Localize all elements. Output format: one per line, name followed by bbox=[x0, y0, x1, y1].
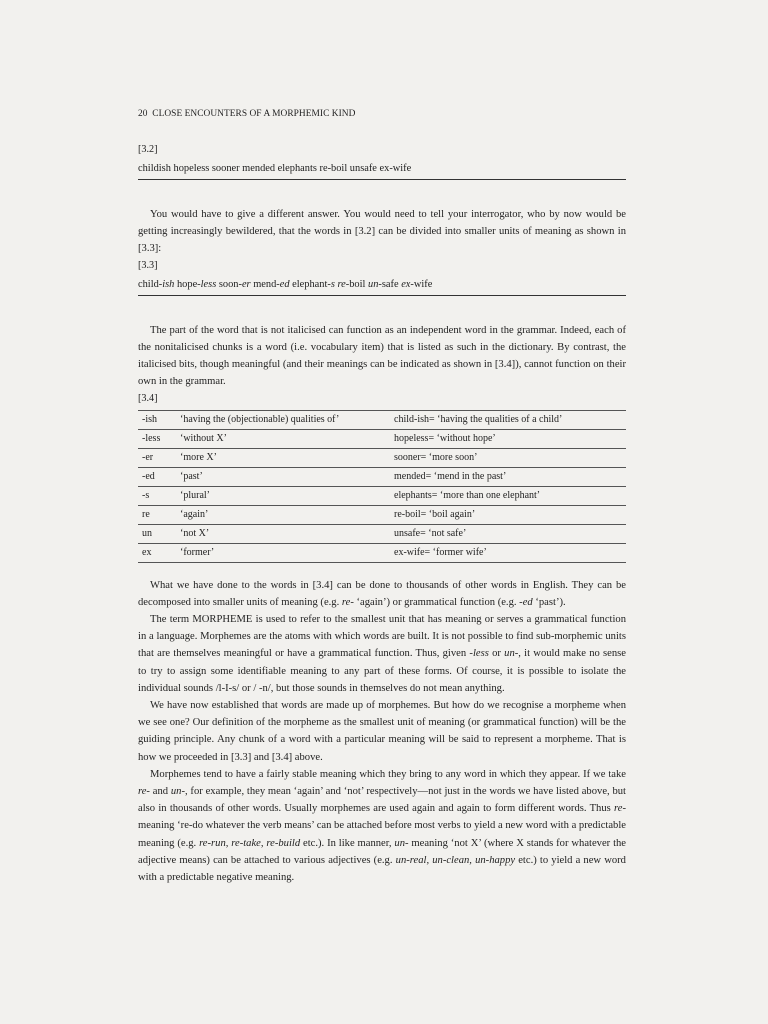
italic-segment: ex bbox=[401, 279, 411, 291]
affix-cell: ex bbox=[138, 543, 180, 562]
italic-segment: re- bbox=[138, 786, 150, 798]
italic-segment: ish bbox=[162, 279, 175, 291]
italic-segment: re- bbox=[341, 596, 354, 608]
page-number: 20 bbox=[138, 109, 148, 119]
example-cell: unsafe= ‘not safe’ bbox=[394, 524, 626, 543]
table-row bbox=[138, 524, 626, 543]
affix-cell: -er bbox=[138, 448, 180, 467]
text-segment: etc.). In like manner, bbox=[300, 837, 395, 849]
text-segment: , for example, they mean ‘again’ and ‘not’ respectively—not just in the words we have listed above, but also in thousands of other words. Usually morphemes are used again and again to form different words. Thus bbox=[138, 786, 626, 815]
affix-cell: -less bbox=[138, 429, 180, 448]
text-segment: mend- bbox=[250, 279, 280, 291]
example-cell: ex-wife= ‘former wife’ bbox=[394, 543, 626, 562]
table-row bbox=[138, 410, 626, 429]
text-segment: -boil bbox=[345, 279, 368, 291]
meaning-cell: ‘having the (objectionable) qualities of’ bbox=[180, 410, 394, 429]
chapter-title: CLOSE ENCOUNTERS OF A MORPHEMIC KIND bbox=[152, 109, 356, 119]
text-segment: or bbox=[488, 648, 505, 660]
table-row bbox=[138, 467, 626, 486]
text-segment: and bbox=[149, 786, 171, 798]
example-cell: child-ish= ‘having the qualities of a child’ bbox=[394, 410, 626, 429]
italic-segment: re- bbox=[614, 803, 626, 815]
morpheme-table bbox=[138, 410, 626, 563]
affix-cell: -ish bbox=[138, 410, 180, 429]
affix-cell: -ed bbox=[138, 467, 180, 486]
paragraph-2: The part of the word that is not italicised can function as an independent word in the grammar. Indeed, each of the nonitalicised chunks is a word (i.e. vocabulary item) that is listed as such in the dictionary. By contrast, the italicised bits, though meaningful (and their meanings can be indicated as shown in [3.4]), cannot function on their own in the grammar. bbox=[138, 324, 626, 388]
table-row bbox=[138, 486, 626, 505]
paragraph-1: You would have to give a different answer. You would need to tell your interrogator, who by now would be getting increasingly bewildered, that the words in [3.2] can be divided into smaller units of meaning as shown in [3.3]: bbox=[138, 208, 626, 255]
text-segment: ‘again’) or grammatical function (e.g. bbox=[353, 596, 520, 608]
text-segment: child- bbox=[138, 279, 163, 291]
italic-segment: less bbox=[200, 279, 217, 291]
italic-segment: s bbox=[330, 279, 335, 291]
example-3-2-words: childish hopeless sooner mended elephants re-boil unsafe ex-wife bbox=[138, 160, 626, 179]
text-segment: -safe bbox=[378, 279, 402, 291]
italic-segment: un- bbox=[394, 837, 409, 849]
text-segment: meaning ‘not X’ (where X stands for whatever the adjective means) can be attached to various adjectives (e.g. bbox=[138, 837, 627, 866]
paragraph-3 bbox=[138, 577, 626, 611]
italic-segment: un-real, un-clean, un-happy bbox=[395, 854, 516, 866]
example-label-3-2: [3.2] bbox=[138, 144, 158, 156]
italic-segment: -ed bbox=[519, 596, 533, 608]
affix-cell: -s bbox=[138, 486, 180, 505]
text-segment: The term MORPHEME is used to refer to the smallest unit that has meaning or serves a grammatical function in a language. Morphemes are the atoms with which words are built. It is not possible to find sub-morphemic units that are themselves meaningful or have a grammatical function. Thus, given bbox=[138, 614, 626, 660]
italic-segment: -less bbox=[469, 648, 489, 660]
italic-segment: re-run, re-take, re-build bbox=[199, 837, 301, 849]
meaning-cell: ‘more X’ bbox=[180, 448, 394, 467]
meaning-cell: ‘again’ bbox=[180, 505, 394, 524]
table-row bbox=[138, 505, 626, 524]
paragraph-5: We have now established that words are made up of morphemes. But how do we recognise a morpheme when we see one? Our definition of the morpheme as the smallest unit of meaning (or grammatical function) will be the guiding principle. Any chunk of a word with a particular meaning will be said to represent a morpheme. That is how we proceeded in [3.3] and [3.4] above. bbox=[138, 700, 626, 763]
meaning-cell: ‘former’ bbox=[180, 543, 394, 562]
text-segment: ‘past’). bbox=[532, 596, 566, 608]
affix-cell: un bbox=[138, 524, 180, 543]
text-segment: , it would make no sense to try to assign some identifiable meaning to any part of these forms. Of course, it is possible to isolate the individual sounds /l-I-s/ or / -n/, but those sounds in themselves do not mean anything. bbox=[138, 648, 626, 694]
text-segment: elephant- bbox=[289, 279, 331, 291]
example-cell: sooner= ‘more soon’ bbox=[394, 448, 626, 467]
table-label-3-4: [3.4] bbox=[138, 393, 158, 405]
affix-cell: re bbox=[138, 505, 180, 524]
example-cell: re-boil= ‘boil again’ bbox=[394, 505, 626, 524]
text-segment: hope- bbox=[174, 279, 201, 291]
example-cell: elephants= ‘more than one elephant’ bbox=[394, 486, 626, 505]
paragraph-6 bbox=[138, 766, 626, 886]
italic-segment: un- bbox=[170, 786, 185, 798]
text-segment: meaning ‘re-do whatever the verb means’ can be attached before most verbs to yield a new word with a predictable meaning (e.g. bbox=[138, 820, 626, 849]
italic-segment: un bbox=[368, 279, 379, 291]
example-3-3-segmented-words bbox=[138, 276, 626, 295]
text-segment: What we have done to the words in [3.4] can be done to thousands of other words in English. They can be decomposed into smaller units of meaning (e.g. bbox=[138, 579, 626, 608]
example-cell: hopeless= ‘without hope’ bbox=[394, 429, 626, 448]
table-row bbox=[138, 448, 626, 467]
example-label-3-3: [3.3] bbox=[138, 260, 158, 272]
example-cell: mended= ‘mend in the past’ bbox=[394, 467, 626, 486]
italic-segment: un- bbox=[504, 648, 519, 660]
italic-segment: re bbox=[337, 279, 346, 291]
paragraph-4 bbox=[138, 611, 626, 697]
running-head bbox=[138, 106, 626, 123]
page-content bbox=[138, 106, 626, 886]
meaning-cell: ‘past’ bbox=[180, 467, 394, 486]
italic-segment: ed bbox=[279, 279, 290, 291]
italic-segment: er bbox=[241, 279, 251, 291]
meaning-cell: ‘not X’ bbox=[180, 524, 394, 543]
text-segment: etc.) to yield a new word with a predictable negative meaning. bbox=[138, 854, 626, 884]
meaning-cell: ‘plural’ bbox=[180, 486, 394, 505]
text-segment: Morphemes tend to have a fairly stable meaning which they bring to any word in which they appear. If we take bbox=[150, 768, 626, 780]
meaning-cell: ‘without X’ bbox=[180, 429, 394, 448]
text-segment: soon- bbox=[216, 279, 242, 291]
table-row bbox=[138, 543, 626, 562]
text-segment: -wife bbox=[410, 279, 433, 291]
table-row bbox=[138, 429, 626, 448]
